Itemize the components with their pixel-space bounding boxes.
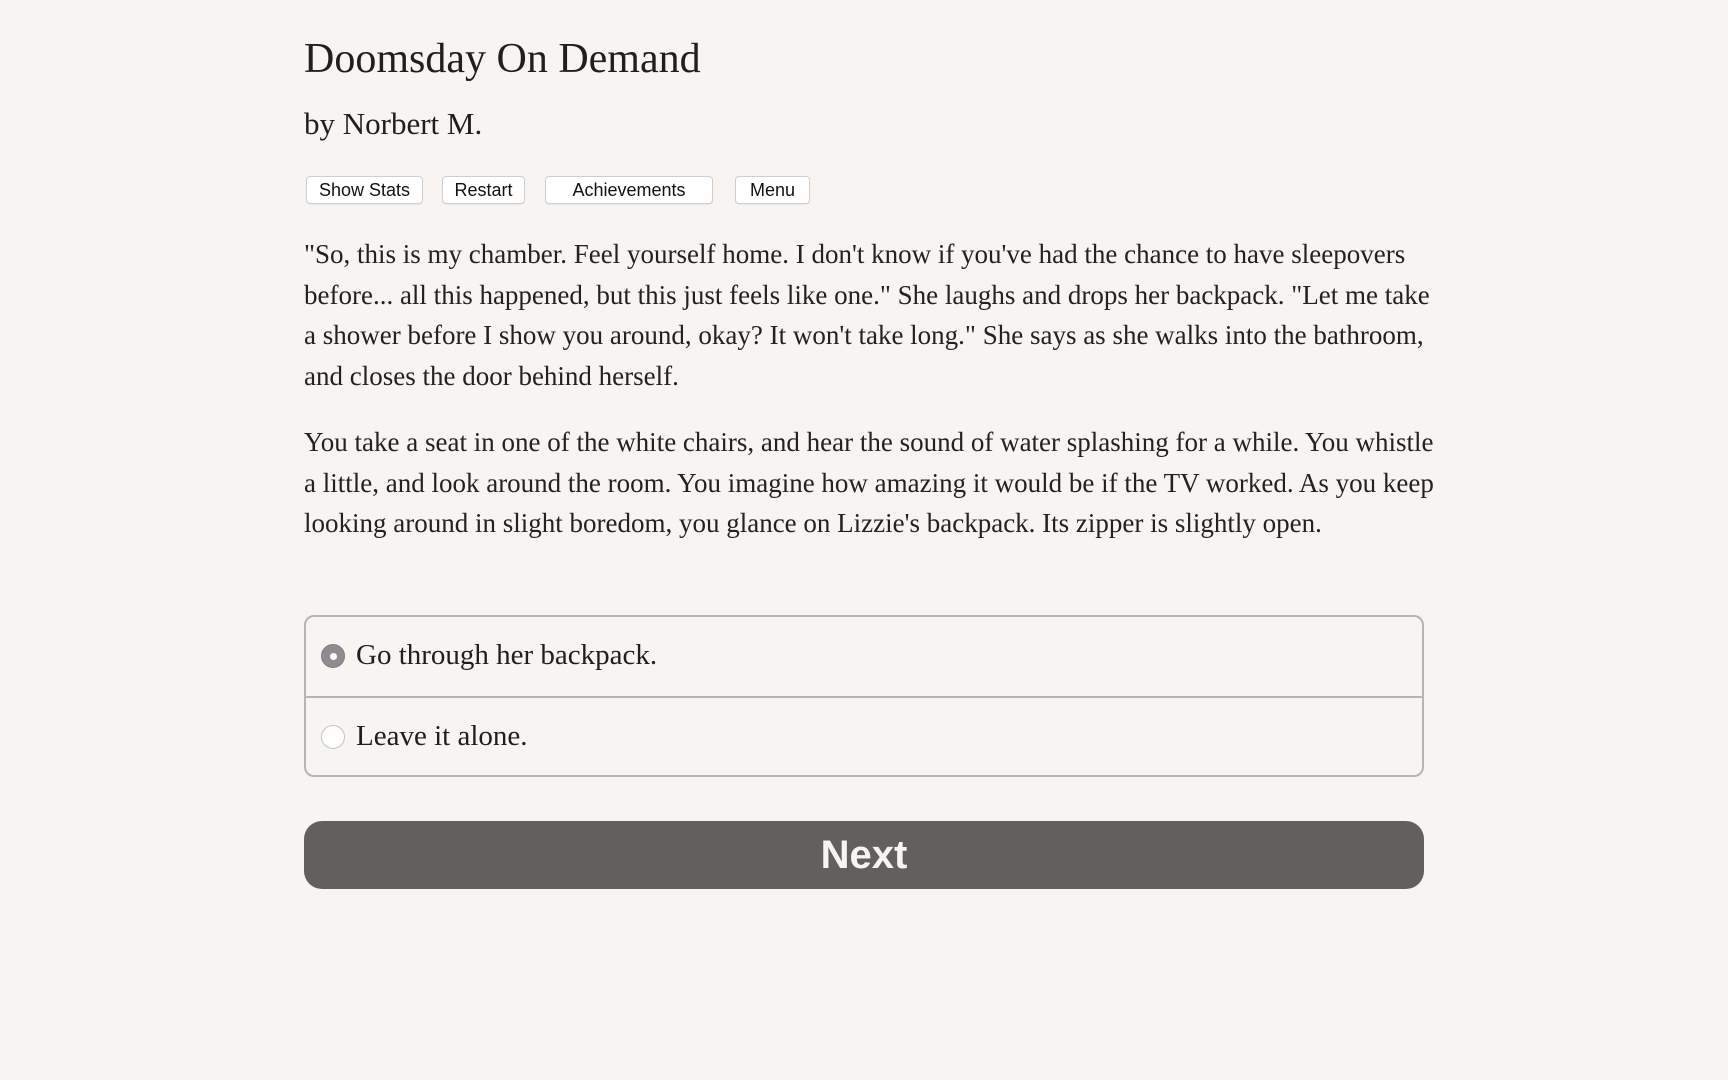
- passage-paragraph: "So, this is my chamber. Feel yourself home. I don't know if you've had the chance to have sleepovers before... all this happened, but this just feels like one." She laughs and drops her backpack. "Let me take a shower before I show you around, okay? It won't take long." She says as she walks into the bathroom, and closes the door behind herself.: [304, 239, 1430, 391]
- game-author: by Norbert M.: [304, 106, 483, 141]
- choice-list: [304, 615, 1424, 777]
- show-stats-button[interactable]: Show Stats: [306, 176, 423, 204]
- restart-button[interactable]: Restart: [442, 176, 525, 204]
- choice-label: Go through her backpack.: [356, 639, 658, 671]
- passage-paragraph: You take a seat in one of the white chairs, and hear the sound of water splashing for a while. You whistle a little, and look around the room. You imagine how amazing it would be if the TV worked. As you keep looking around in slight boredom, you glance on Lizzie's backpack. Its zipper is slightly open.: [304, 427, 1434, 538]
- choice-option-leave-it-alone[interactable]: [306, 698, 1422, 777]
- choice-label: Leave it alone.: [356, 720, 528, 752]
- game-title: Doomsday On Demand: [304, 36, 701, 82]
- choice-option-go-through-backpack[interactable]: [306, 617, 1422, 697]
- radio-unselected-icon[interactable]: [321, 725, 345, 749]
- menu-button[interactable]: Menu: [735, 176, 810, 204]
- radio-selected-icon[interactable]: [321, 644, 345, 668]
- achievements-button[interactable]: Achievements: [545, 176, 713, 204]
- next-button[interactable]: Next: [304, 821, 1424, 889]
